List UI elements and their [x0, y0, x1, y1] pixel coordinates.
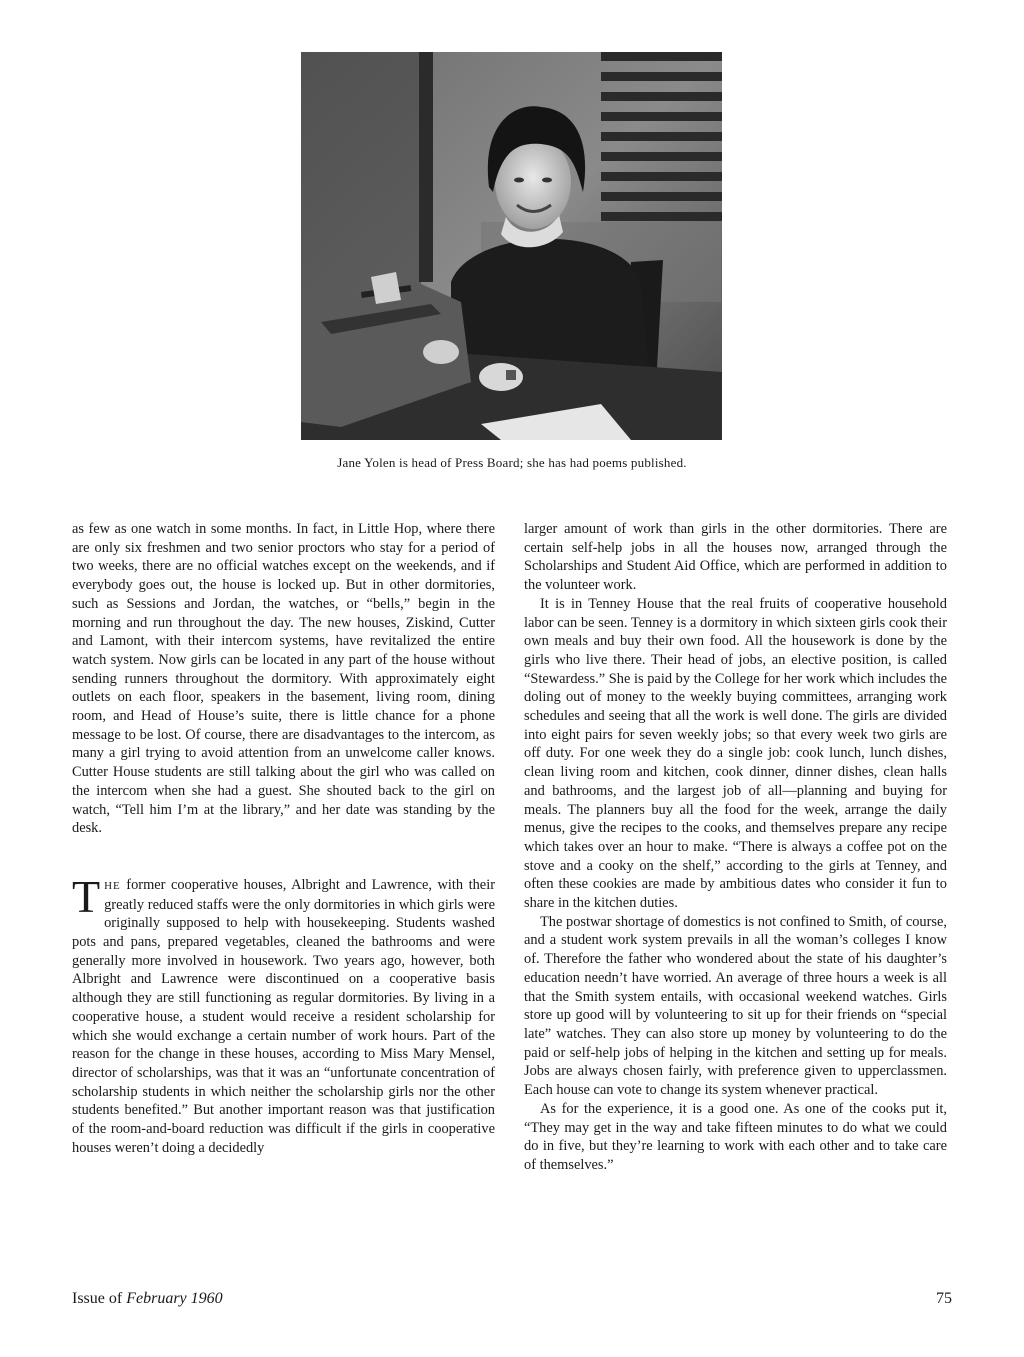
- left-paragraph-1: as few as one watch in some months. In fact, in Little Hop, where there are only six freshmen and two senior proctors who stay for a period of two weeks, there are no official watches except on the weekends, and if everybody goes out, the house is locked up. But in other dormitories, such as Sessions and Jordan, the watches, or “bells,” begin in the morning and run throughout the day. The new houses, Ziskind, Cutter and Lamont, with their intercom systems, have revitalized the entire watch system. Now girls can be located in any part of the house without sending runners throughout the dormitory. With approximately eight outlets on each floor, speakers in the basement, living room, dining room, and Head of House’s suite, there is little chance for a phone message to be lost. Of course, there are disadvantages to the intercom, as many a girl trying to avoid attention from an unwelcome caller knows. Cutter House students are still talking about the girl who was called on the intercom when she had a guest. She shouted back to the girl on watch, “Tell him I’m at the library,” and her date was standing by the desk.: [72, 521, 495, 837]
- photo-woman-at-typewriter-icon: [301, 52, 722, 440]
- page-number: 75: [936, 1290, 952, 1307]
- right-paragraph-4: As for the experience, it is a good one. As one of the cooks put it, “They may get in the way and take fifteen minutes to do what we could do in five, but they’re learning to work with each other and to take care of themselves.”: [524, 1100, 947, 1173]
- photo-caption: Jane Yolen is head of Press Board; she has had poems published.: [337, 455, 687, 470]
- issue-prefix: Issue of: [72, 1290, 127, 1307]
- left-paragraph-2-text: former cooperative houses, Albright and Lawrence, with their greatly reduced staffs were the only dormitories in which girls were originally supposed to help with housekeeping. Students washed pots and pans, prepared vegetables, cleaned the bathrooms and were generally more involved in housework. Two years ago, however, both Albright and Lawrence were discontinued on a cooperative basis although they are still functioning as regular dormitories. By living in a cooperative house, a student would receive a resident scholarship for which she would exchange a certain number of work hours. Part of the reason for the change in these houses, according to Miss Mary Mensel, director of scholarships, was that it was an “unfortunate concentration of scholarship students in which neither the scholarship girls nor the other students benefited.” But another important reason was that justification of the room-and-board reduction was difficult if the girls in cooperative houses weren’t doing a decidedly: [72, 876, 495, 1156]
- drop-cap: T: [72, 870, 101, 922]
- right-paragraph-3: The postwar shortage of domestics is not confined to Smith, of course, and a student work system prevails in all the woman’s colleges I know of. Therefore the father who wondered about the state of his daughter’s education needn’t have worried. An average of three hours a week is all that the Smith system entails, with occasional weekend watches. Girls store up good will by volunteering to sit up for their friends on “special late” watches. They can also store up money by volunteering to do the paid or self-help jobs of helping in the kitchen and setting up for meals. Jobs are always chosen fairly, with preference given to upperclassmen. Each house can vote to change its system whenever practical.: [524, 913, 947, 1099]
- issue-footer: [72, 1290, 223, 1308]
- left-column: [72, 520, 495, 1158]
- issue-date: February 1960: [126, 1290, 223, 1307]
- photo: [301, 52, 722, 440]
- right-paragraph-1: larger amount of work than girls in the other dormitories. There are certain self-help jobs in all the houses now, arranged through the Scholarships and Student Aid Office, which are performed in addition to the volunteer work.: [524, 521, 947, 594]
- small-caps-lead: HE: [104, 879, 121, 892]
- left-paragraph-2: [72, 870, 495, 1158]
- right-column: [524, 520, 947, 1175]
- right-paragraph-2: It is in Tenney House that the real fruits of cooperative household labor can be seen. Tenney is a dormitory in which sixteen girls cook their own meals and buy their own food. All the housework is done by the girls who live there. Their head of jobs, an elective position, is called “Stewardess.” She is paid by the College for her work which includes the doling out of money to the weekly buying committees, arranging work schedules and seeing that all the work is well done. The girls are divided into eight pairs for seven weekly jobs; so that every week two girls are off duty. For one week they do a single job: cook lunch, lunch dishes, clean living room and kitchen, cook dinner, dinner dishes, clean halls and bathrooms, and the largest job of all—planning and buying for meals. The planners buy all the food for the week, arrange the daily menus, give the recipes to the cooks, and themselves prepare any recipe which takes over an hour to make. “There is always a coffee pot on the stove and a cooky on the shelf,” according to the girls at Tenney, and often these cookies are made by ambitious dates who consider it fun to share in the kitchen duties.: [524, 595, 947, 912]
